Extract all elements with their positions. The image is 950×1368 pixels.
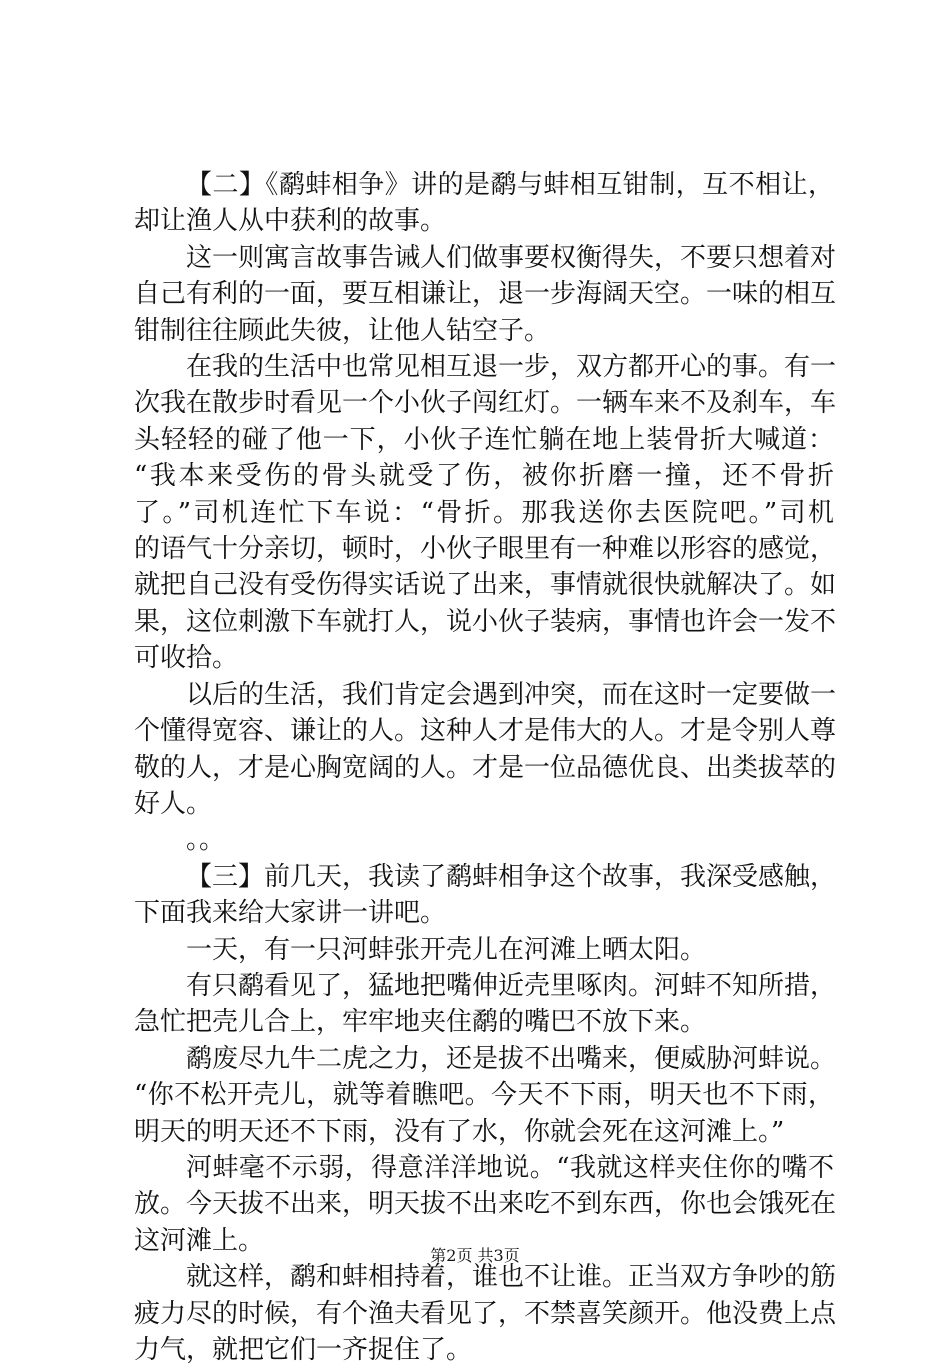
paragraph xyxy=(134,1041,837,1150)
text-line: 次我在散步时看见一个小伙子闯红灯。一辆车来不及刹车，车 xyxy=(134,388,837,419)
paragraph xyxy=(134,968,837,1041)
text-line: 可收拾。 xyxy=(134,643,239,674)
text-line: 有只鹬看见了，猛地把嘴伸近壳里啄肉。河蚌不知所措， xyxy=(186,970,837,1001)
paragraph xyxy=(134,349,837,677)
text-line: 在我的生活中也常见相互退一步，双方都开心的事。有一 xyxy=(186,352,837,383)
text-line: 疲力尽的时候，有个渔夫看见了，不禁喜笑颜开。他没费上点 xyxy=(134,1298,837,1329)
text-line: 放。今天拔不出来，明天拔不出来吃不到东西，你也会饿死在 xyxy=(134,1189,837,1220)
text-line: 个懂得宽容、谦让的人。这种人才是伟大的人。才是令别人尊 xyxy=(134,716,837,747)
text-line: 却让渔人从中获利的故事。 xyxy=(134,206,447,237)
text-line: 了。”司机连忙下车说：“骨折。那我送你去医院吧。”司机 xyxy=(134,497,834,528)
text-line: 以后的生活，我们肯定会遇到冲突，而在这时一定要做一 xyxy=(186,679,837,710)
text-line: 【二】《鹬蚌相争》讲的是鹬与蚌相互钳制，互不相让， xyxy=(186,170,834,200)
text-line: 急忙把壳儿合上，牢牢地夹住鹬的嘴巴不放下来。 xyxy=(134,1007,707,1038)
text-line: 敬的人，才是心胸宽阔的人。才是一位品德优良、出类拔萃的 xyxy=(134,752,837,783)
text-line: 一天，有一只河蚌张开壳儿在河滩上晒太阳。 xyxy=(186,934,707,965)
paragraph xyxy=(134,167,834,240)
document-body xyxy=(134,167,837,1368)
text-line: 下面我来给大家讲一讲吧。 xyxy=(134,898,447,929)
paragraph xyxy=(134,932,834,968)
paragraph xyxy=(134,240,837,349)
text-line: 头轻轻的碰了他一下，小伙子连忙躺在地上装骨折大喊道： xyxy=(134,424,834,455)
text-line: 果，这位刺激下车就打人，说小伙子装病，事情也许会一发不 xyxy=(134,606,837,637)
text-line: 这一则寓言故事告诫人们做事要权衡得失，不要只想着对 xyxy=(186,242,837,273)
paragraph xyxy=(134,822,834,858)
text-line: 河蚌毫不示弱，得意洋洋地说。“我就这样夹住你的嘴不 xyxy=(186,1152,834,1183)
text-line: 力气，就把它们一齐捉住了。 xyxy=(134,1335,473,1365)
text-line: 自己有利的一面，要互相谦让，退一步海阔天空。一味的相互 xyxy=(134,279,837,310)
text-line: 钳制往往顾此失彼，让他人钻空子。 xyxy=(134,315,551,346)
page-number-label: 第2页 共3页 xyxy=(430,1246,520,1265)
text-line: 鹬废尽九牛二虎之力，还是拔不出嘴来，便威胁河蚌说。 xyxy=(186,1043,837,1074)
text-line: 。。 xyxy=(186,825,226,856)
text-line: 好人。 xyxy=(134,788,213,819)
text-line: 这河滩上。 xyxy=(134,1225,265,1256)
text-line: 的语气十分亲切，顿时，小伙子眼里有一种难以形容的感觉， xyxy=(134,534,837,565)
page-footer xyxy=(0,1243,950,1266)
paragraph xyxy=(134,859,837,932)
text-line: 就把自己没有受伤得实话说了出来，事情就很快就解决了。如 xyxy=(134,570,837,601)
text-line: 【三】前几天，我读了鹬蚌相争这个故事，我深受感触， xyxy=(186,861,837,892)
text-line: “你不松开壳儿，就等着瞧吧。今天不下雨，明天也不下雨， xyxy=(134,1080,834,1111)
text-line: 就这样，鹬和蚌相持着，谁也不让谁。正当双方争吵的筋 xyxy=(186,1262,837,1293)
text-line: 明天的明天还不下雨，没有了水，你就会死在这河滩上。” xyxy=(134,1116,785,1147)
paragraph xyxy=(134,677,837,823)
paragraph xyxy=(134,1259,837,1368)
text-line: “我本来受伤的骨头就受了伤，被你折磨一撞，还不骨折 xyxy=(134,461,834,492)
